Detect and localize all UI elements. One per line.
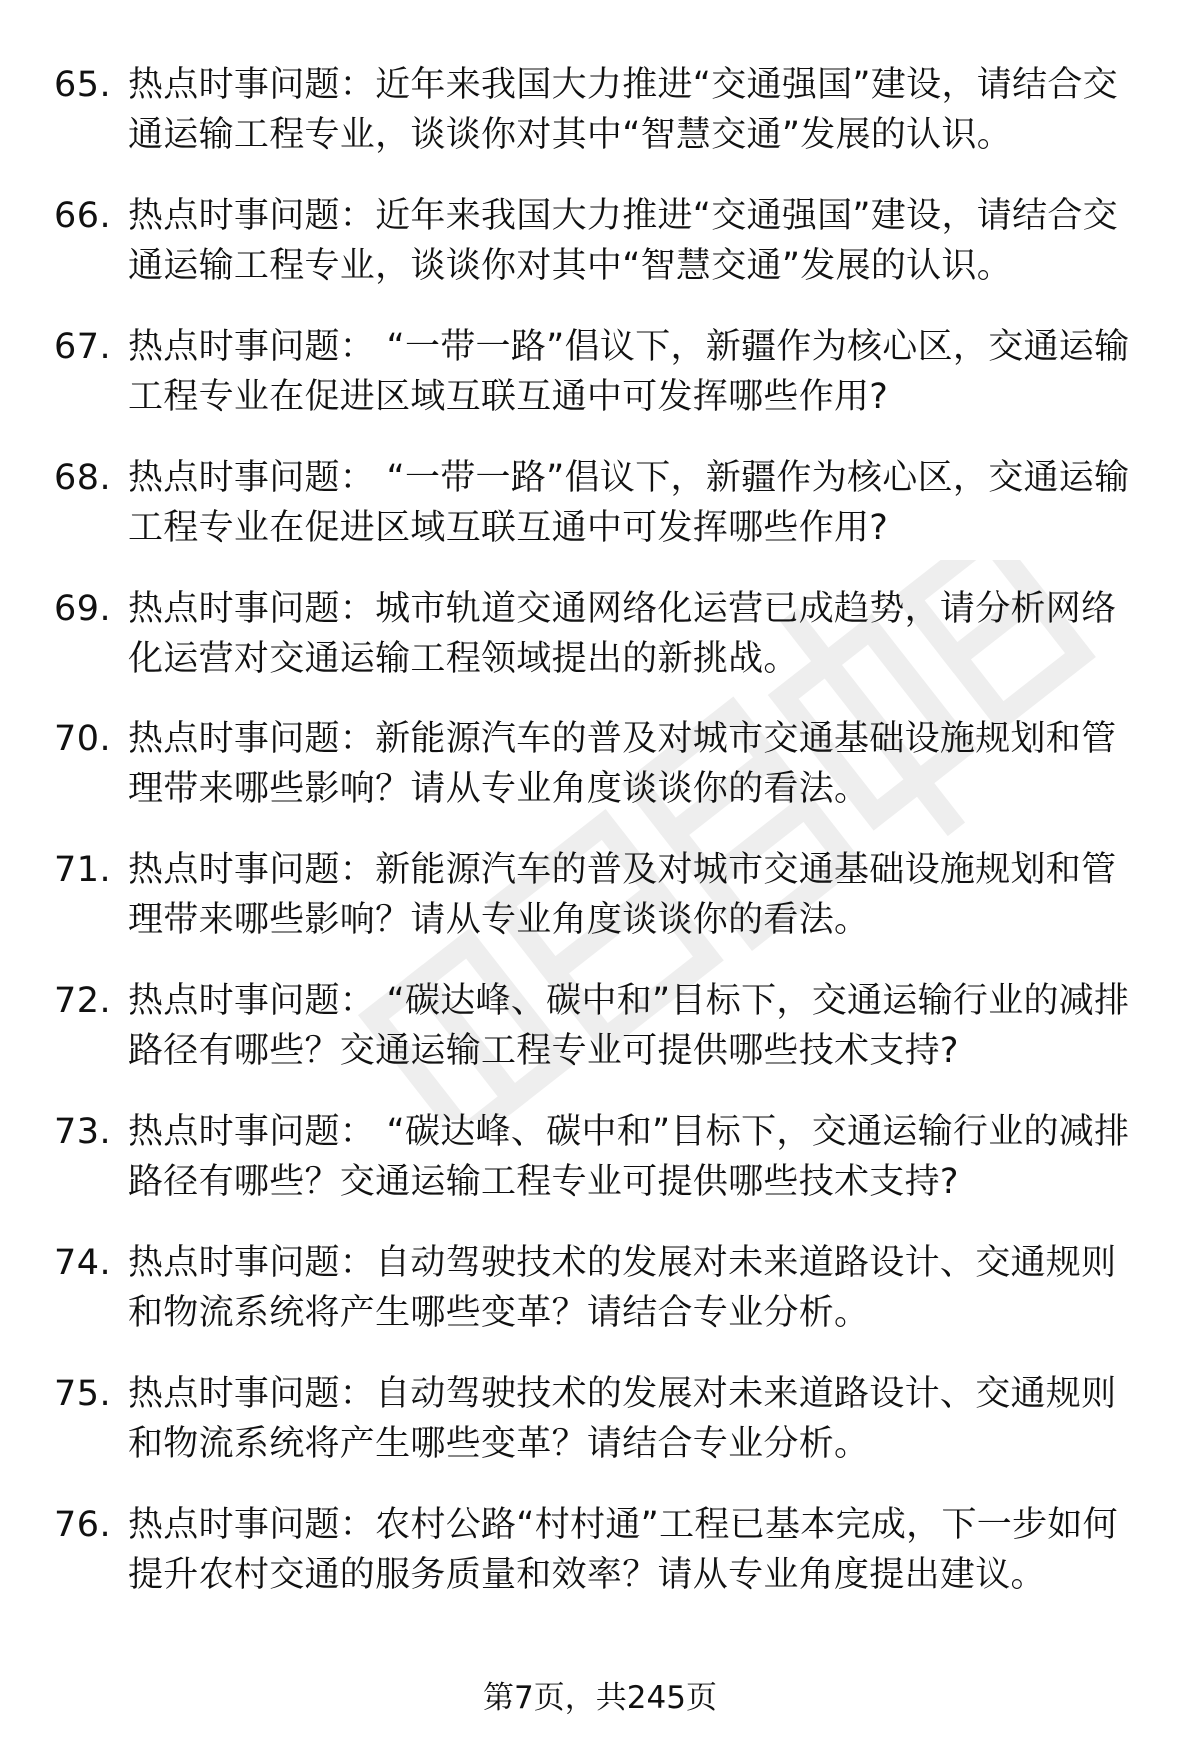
question-number: 75.	[54, 1373, 112, 1414]
question-number: 67.	[54, 326, 112, 367]
list-item	[0, 451, 1200, 582]
question-number: 68.	[54, 457, 112, 498]
question-number: 76.	[54, 1504, 112, 1545]
page-footer: 第7页，共245页	[483, 1680, 717, 1716]
list-item	[0, 974, 1200, 1105]
question-number: 66.	[54, 195, 112, 236]
question-text: 热点时事问题： “碳达峰、碳中和”目标下，交通运输行业的减排路径有哪些？交通运输工程专业可提供哪些技术支持?	[128, 981, 1130, 1072]
question-text: 热点时事问题：城市轨道交通网络化运营已成趋势，请分析网络化运营对交通运输工程领域提出的新挑战。	[128, 588, 1117, 679]
question-number: 72.	[54, 981, 112, 1022]
question-number: 69.	[54, 588, 112, 629]
question-text: 热点时事问题：新能源汽车的普及对城市交通基础设施规划和管理带来哪些影响？请从专业角度谈谈你的看法。	[128, 719, 1117, 810]
question-number: 71.	[54, 850, 112, 891]
list-item	[0, 712, 1200, 843]
question-text: 热点时事问题： “一带一路”倡议下，新疆作为核心区，交通运输工程专业在促进区域互联互通中可发挥哪些作用?	[128, 457, 1130, 548]
list-item	[0, 189, 1200, 320]
list-item	[0, 1105, 1200, 1236]
list-item	[0, 320, 1200, 451]
question-text: 热点时事问题： “一带一路”倡议下，新疆作为核心区，交通运输工程专业在促进区域互联互通中可发挥哪些作用?	[128, 326, 1130, 417]
question-number: 65.	[54, 65, 112, 105]
list-item	[0, 1367, 1200, 1498]
list-item	[0, 1236, 1200, 1367]
question-text: 热点时事问题： “碳达峰、碳中和”目标下，交通运输行业的减排路径有哪些？交通运输工程专业可提供哪些技术支持?	[128, 1112, 1130, 1203]
list-item	[0, 1498, 1200, 1629]
question-list	[0, 58, 1200, 1629]
question-text: 热点时事问题：新能源汽车的普及对城市交通基础设施规划和管理带来哪些影响？请从专业角度谈谈你的看法。	[128, 850, 1117, 941]
question-text: 热点时事问题：近年来我国大力推进“交通强国”建设，请结合交通运输工程专业，谈谈你对其中“智慧交通”发展的认识。	[128, 65, 1118, 155]
list-item	[0, 843, 1200, 974]
question-text: 热点时事问题：近年来我国大力推进“交通强国”建设，请结合交通运输工程专业，谈谈你对其中“智慧交通”发展的认识。	[128, 195, 1118, 286]
question-number: 74.	[54, 1243, 112, 1284]
question-text: 热点时事问题：农村公路“村村通”工程已基本完成，下一步如何提升农村交通的服务质量和效率？请从专业角度提出建议。	[128, 1504, 1118, 1595]
question-number: 70.	[54, 719, 112, 760]
question-number: 73.	[54, 1112, 112, 1153]
list-item	[0, 582, 1200, 713]
question-text: 热点时事问题：自动驾驶技术的发展对未来道路设计、交通规则和物流系统将产生哪些变革？请结合专业分析。	[128, 1373, 1117, 1464]
question-text: 热点时事问题：自动驾驶技术的发展对未来道路设计、交通规则和物流系统将产生哪些变革？请结合专业分析。	[128, 1243, 1117, 1334]
list-item	[0, 58, 1200, 189]
